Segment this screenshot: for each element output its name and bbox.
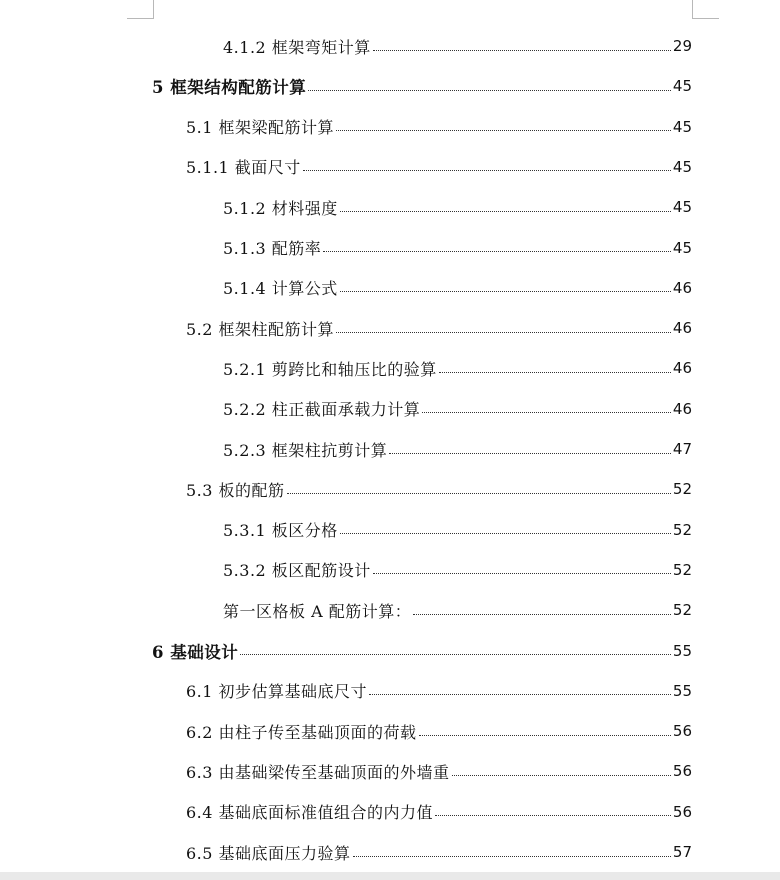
margin-corner-mark-left bbox=[127, 0, 154, 19]
toc-entry[interactable] bbox=[152, 66, 692, 106]
toc-page-number: 46 bbox=[672, 359, 692, 378]
toc-entry-title: 5.1.4 计算公式 bbox=[223, 279, 338, 299]
toc-page-number: 46 bbox=[672, 399, 692, 418]
toc-entry-title: 5.1 框架梁配筋计算 bbox=[186, 118, 335, 138]
toc-dot-leader bbox=[287, 492, 671, 494]
toc-page-number: 56 bbox=[672, 722, 692, 741]
toc-dot-leader bbox=[340, 532, 671, 534]
toc-entry[interactable] bbox=[186, 308, 692, 348]
toc-entry-title: 6.3 由基础梁传至基础顶面的外墙重 bbox=[186, 762, 450, 782]
toc-entry-title: 6.5 基础底面压力验算 bbox=[186, 843, 351, 863]
page-bottom-gap bbox=[0, 872, 780, 880]
toc-dot-leader bbox=[240, 653, 671, 655]
toc-dot-leader bbox=[413, 613, 671, 615]
toc-entry[interactable] bbox=[186, 107, 692, 147]
toc-entry-title: 5.2.3 框架柱抗剪计算 bbox=[223, 440, 388, 460]
toc-entry[interactable] bbox=[186, 671, 692, 711]
toc-page-number: 52 bbox=[672, 480, 692, 499]
toc-page-number: 52 bbox=[672, 560, 692, 579]
toc-page-number: 52 bbox=[672, 601, 692, 620]
toc-entry-title: 4.1.2 框架弯矩计算 bbox=[223, 37, 371, 57]
toc-dot-leader bbox=[323, 250, 671, 252]
toc-entry-title: 5.3 板的配筋 bbox=[186, 480, 285, 500]
toc-page-number: 46 bbox=[672, 319, 692, 338]
toc-entry[interactable] bbox=[223, 510, 692, 550]
toc-page-number: 45 bbox=[672, 117, 692, 136]
toc-dot-leader bbox=[353, 855, 671, 857]
toc-page-number: 45 bbox=[672, 198, 692, 217]
toc-dot-leader bbox=[452, 774, 671, 776]
toc-dot-leader bbox=[435, 814, 671, 816]
toc-entry-title: 6.2 由柱子传至基础顶面的荷载 bbox=[186, 722, 417, 742]
toc-dot-leader bbox=[439, 371, 671, 373]
toc-dot-leader bbox=[373, 49, 671, 51]
toc-dot-leader bbox=[369, 693, 671, 695]
toc-entry[interactable] bbox=[223, 389, 692, 429]
toc-entry[interactable] bbox=[186, 469, 692, 509]
toc-entry[interactable] bbox=[223, 429, 692, 469]
toc-page-number: 52 bbox=[672, 520, 692, 539]
toc-dot-leader bbox=[419, 734, 671, 736]
toc-entry-title: 5.1.1 截面尺寸 bbox=[186, 158, 301, 178]
toc-dot-leader bbox=[308, 89, 671, 91]
toc-page-number: 57 bbox=[672, 843, 692, 861]
toc-entry[interactable] bbox=[186, 832, 692, 872]
toc-dot-leader bbox=[340, 290, 671, 292]
toc-entry-title: 5.2.1 剪跨比和轴压比的验算 bbox=[223, 359, 437, 379]
toc-dot-leader bbox=[389, 452, 671, 454]
toc-entry-title: 5.3.2 板区配筋设计 bbox=[223, 561, 371, 581]
toc-entry[interactable] bbox=[152, 631, 692, 671]
toc-dot-leader bbox=[336, 331, 671, 333]
toc-entry[interactable] bbox=[186, 147, 692, 187]
toc-page-number: 56 bbox=[672, 802, 692, 821]
toc-page-number: 55 bbox=[672, 641, 692, 660]
toc-entry[interactable] bbox=[223, 268, 692, 308]
toc-entry-title: 6.1 初步估算基础底尺寸 bbox=[186, 682, 368, 702]
toc-dot-leader bbox=[373, 572, 671, 574]
toc-entry[interactable] bbox=[223, 550, 692, 590]
toc-entry-title: 5 框架结构配筋计算 bbox=[152, 78, 307, 98]
toc-entry[interactable] bbox=[186, 751, 692, 791]
toc-entry[interactable] bbox=[223, 228, 692, 268]
toc-entry[interactable] bbox=[223, 348, 692, 388]
toc-page-number: 45 bbox=[672, 238, 692, 257]
toc-entry[interactable] bbox=[223, 590, 692, 630]
toc-entry-title: 5.1.2 材料强度 bbox=[223, 198, 338, 218]
toc-entry-title: 6 基础设计 bbox=[152, 642, 239, 662]
toc-entry-title: 第一区格板 A 配筋计算： bbox=[223, 601, 412, 621]
toc-dot-leader bbox=[422, 411, 671, 413]
margin-corner-mark-right bbox=[692, 0, 719, 19]
toc-page-number: 29 bbox=[672, 37, 692, 55]
toc-entry-title: 5.1.3 配筋率 bbox=[223, 239, 322, 258]
toc-entry-title: 5.2.2 柱正截面承载力计算 bbox=[223, 400, 421, 420]
toc-dot-leader bbox=[303, 169, 671, 171]
toc-page-number: 55 bbox=[672, 681, 692, 700]
toc-entry-title: 5.3.1 板区分格 bbox=[223, 521, 338, 541]
toc-entry-title: 6.4 基础底面标准值组合的内力值 bbox=[186, 803, 434, 823]
toc-entry[interactable] bbox=[186, 711, 692, 751]
toc-page-number: 47 bbox=[672, 440, 692, 458]
toc-page-number: 56 bbox=[672, 762, 692, 781]
toc-dot-leader bbox=[340, 210, 671, 212]
toc-entry[interactable] bbox=[223, 187, 692, 227]
toc-page-number: 45 bbox=[672, 157, 692, 176]
toc-dot-leader bbox=[336, 129, 671, 131]
toc-entry-title: 5.2 框架柱配筋计算 bbox=[186, 319, 335, 339]
toc-page-number: 46 bbox=[672, 278, 692, 297]
toc-entry[interactable] bbox=[223, 26, 692, 66]
toc-entry[interactable] bbox=[186, 792, 692, 832]
toc-page-number: 45 bbox=[672, 77, 692, 96]
